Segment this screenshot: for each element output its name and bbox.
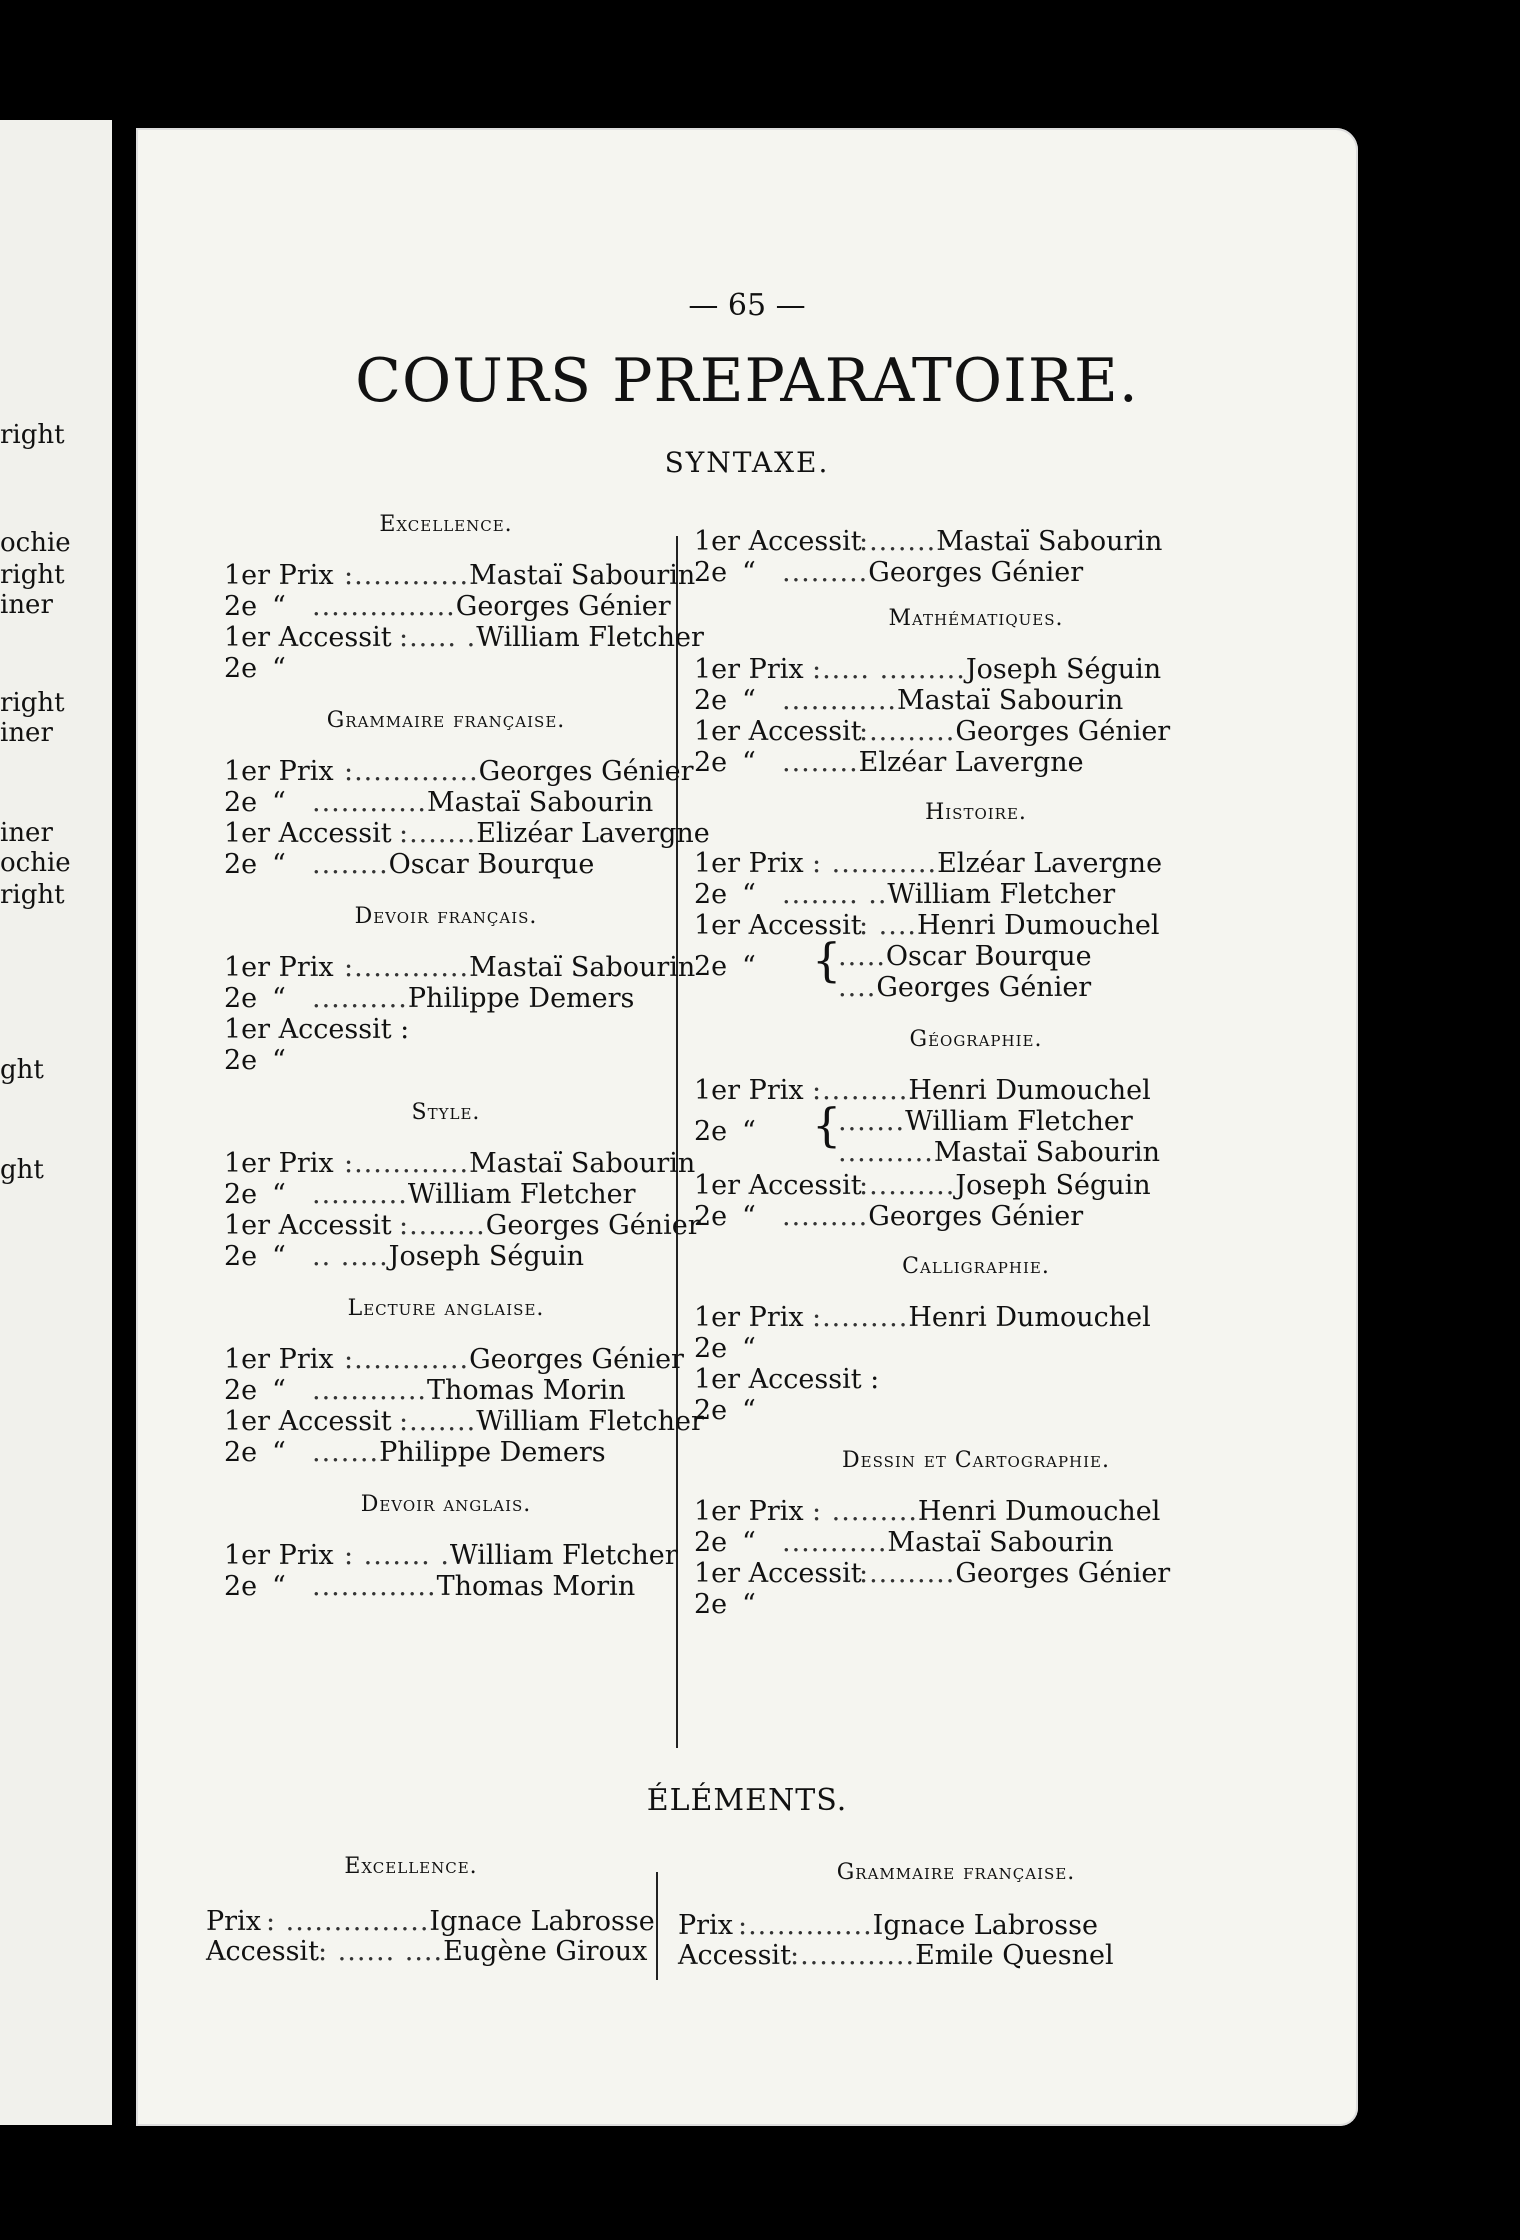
prev-page-fragment: right (0, 560, 65, 590)
recipient-name: Philippe Demers (379, 1437, 606, 1468)
section-heading: Excellence. (379, 512, 513, 537)
tie-recipient (838, 1106, 1133, 1137)
leader-dots: :....... (399, 818, 477, 849)
award-label: Prix (678, 1910, 733, 1941)
recipient-name: Georges Génier (868, 1201, 1084, 1232)
award-label: 1er Prix (694, 1496, 804, 1527)
award-label: 2e (694, 951, 728, 982)
section-heading: Calligraphie. (902, 1254, 1050, 1279)
award-label: 1er Accessit (224, 622, 392, 653)
award-label: 1er Prix (224, 756, 334, 787)
tie-recipient (838, 972, 1091, 1003)
section-subtitle: SYNTAXE. (664, 446, 830, 479)
prev-page-fragment: right (0, 420, 65, 450)
award-label: Accessit (678, 1940, 791, 1971)
recipient-name: Philippe Demers (407, 983, 635, 1014)
recipient-name: William Fletcher (476, 622, 704, 653)
leader-dots: .. ..... (312, 1241, 389, 1272)
page-title: COURS PREPARATOIRE. (355, 346, 1139, 416)
award-entry (224, 1571, 635, 1602)
leader-dots: : ............... (266, 1906, 430, 1937)
award-entry (224, 1437, 606, 1468)
recipient-name: Georges Génier (455, 591, 671, 622)
award-entry (224, 560, 695, 591)
ditto-mark: “ (272, 1375, 286, 1406)
award-entry (694, 1201, 1083, 1232)
leader-dots: :....... (859, 526, 937, 557)
leader-dots: .......... (312, 1179, 408, 1210)
recipient-name: Elzéar Lavergne (937, 848, 1163, 879)
recipient-name: Thomas Morin (436, 1571, 636, 1602)
award-entry (224, 952, 695, 983)
recipient-name: Oscar Bourque (885, 941, 1092, 972)
leader-dots: :......... (859, 1558, 956, 1589)
prev-page-fragment: right (0, 688, 65, 718)
award-entry (694, 1333, 782, 1364)
ditto-mark: “ (272, 787, 286, 818)
award-entry-tie (694, 1116, 782, 1147)
leader-dots: :........ (399, 1210, 486, 1241)
ditto-mark: “ (742, 685, 756, 716)
leader-dots: ............... (312, 591, 456, 622)
award-entry (206, 1906, 655, 1937)
recipient-name: Georges Génier (876, 972, 1092, 1003)
recipient-name: Mastaï Sabourin (469, 1148, 696, 1179)
leader-dots: ........ .. (782, 879, 888, 910)
leader-dots: ......... (782, 1201, 869, 1232)
ditto-mark: “ (742, 951, 756, 982)
ditto-mark: “ (272, 591, 286, 622)
recipient-name: Emile Quesnel (915, 1940, 1114, 1971)
award-entry (694, 685, 1123, 716)
leader-dots: ........ (782, 747, 859, 778)
recipient-name: Henri Dumouchel (917, 910, 1160, 941)
elements-title: ÉLÉMENTS. (646, 1783, 848, 1818)
recipient-name: Eugène Giroux (443, 1936, 648, 1967)
recipient-name: Mastaï Sabourin (427, 787, 654, 818)
recipient-name: Georges Génier (469, 1344, 684, 1375)
section-heading: Grammaire française. (836, 1860, 1076, 1885)
leader-dots: ............ (782, 685, 897, 716)
award-entry (694, 1075, 1151, 1106)
award-entry (694, 557, 1083, 588)
recipient-name: Georges Génier (955, 1558, 1171, 1589)
award-label: 1er Accessit : (694, 1364, 880, 1395)
award-label: 1er Accessit : (224, 1014, 410, 1045)
award-entry (224, 818, 710, 849)
section-heading: Devoir français. (354, 904, 538, 929)
award-label: 2e (694, 1116, 728, 1147)
leader-dots: .......... (838, 1137, 934, 1168)
award-label: 2e (694, 1333, 728, 1364)
prev-page-fragment: iner (0, 718, 53, 748)
award-entry (224, 1241, 584, 1272)
recipient-name: Georges Génier (868, 557, 1084, 588)
award-label: 1er Prix (224, 1344, 334, 1375)
award-entry (224, 787, 653, 818)
award-entry (694, 879, 1115, 910)
award-label: 2e (694, 1589, 728, 1620)
leader-dots: :............ (344, 1344, 470, 1375)
leader-dots: :......... (859, 1170, 956, 1201)
award-entry (224, 1540, 678, 1571)
recipient-name: William Fletcher (905, 1106, 1133, 1137)
award-label: 2e (694, 1527, 728, 1558)
recipient-name: Elizéar Lavergne (476, 818, 710, 849)
award-label: 2e (224, 1571, 258, 1602)
award-label: Accessit (206, 1936, 319, 1967)
ditto-mark: “ (742, 1589, 756, 1620)
recipient-name: William Fletcher (476, 1406, 704, 1437)
ditto-mark: “ (272, 1241, 286, 1272)
award-label: 1er Accessit (694, 716, 862, 747)
award-label: 2e (694, 879, 728, 910)
recipient-name: Georges Génier (478, 756, 694, 787)
award-entry (694, 654, 1161, 685)
ditto-mark: “ (272, 653, 286, 684)
leader-dots: ............ (312, 787, 427, 818)
section-heading: Grammaire française. (326, 708, 566, 733)
award-label: 1er Prix (224, 1540, 334, 1571)
ditto-mark: “ (742, 557, 756, 588)
recipient-name: Mastaï Sabourin (936, 526, 1163, 557)
recipient-name: William Fletcher (449, 1540, 678, 1571)
award-entry (224, 1014, 410, 1045)
leader-dots: ........... (782, 1527, 888, 1558)
leader-dots: :............ (344, 1148, 470, 1179)
award-entry (224, 653, 312, 684)
prev-page-fragment: ght (0, 1055, 44, 1085)
award-label: 1er Prix (694, 848, 804, 879)
ditto-mark: “ (272, 983, 286, 1014)
recipient-name: William Fletcher (407, 1179, 636, 1210)
ditto-mark: “ (742, 879, 756, 910)
award-label: 1er Accessit (224, 1210, 392, 1241)
leader-dots: : ....... . (344, 1540, 450, 1571)
award-entry (224, 1210, 701, 1241)
award-label: 2e (694, 1395, 728, 1426)
prev-page-fragment: iner (0, 818, 53, 848)
ditto-mark: “ (742, 1333, 756, 1364)
leader-dots: ....... (312, 1437, 380, 1468)
section-heading: Devoir anglais. (360, 1492, 532, 1517)
award-label: 2e (224, 591, 258, 622)
leader-dots: .... (838, 972, 877, 1003)
section-heading: Style. (411, 1100, 481, 1125)
award-label: 2e (224, 849, 258, 880)
leader-dots: :......... (859, 716, 956, 747)
award-label: 2e (224, 1241, 258, 1272)
recipient-name: Mastaï Sabourin (933, 1137, 1161, 1168)
award-entry (694, 1496, 1160, 1527)
award-entry (224, 1148, 695, 1179)
brace-mark: { (812, 1098, 842, 1152)
award-entry (694, 716, 1170, 747)
section-heading: Mathématiques. (888, 606, 1064, 631)
section-heading: Géographie. (909, 1027, 1043, 1052)
award-entry (224, 1375, 626, 1406)
award-entry (694, 526, 1162, 557)
award-label: 1er Accessit (224, 818, 392, 849)
ditto-mark: “ (272, 1045, 286, 1076)
prev-page-fragment: ochie (0, 848, 71, 878)
award-entry (224, 1344, 684, 1375)
award-entry (224, 1045, 312, 1076)
award-entry (694, 1302, 1151, 1333)
recipient-name: Henri Dumouchel (917, 1496, 1161, 1527)
leader-dots: :............. (344, 756, 479, 787)
award-entry (694, 1170, 1151, 1201)
award-entry (694, 910, 1159, 941)
recipient-name: Georges Génier (485, 1210, 701, 1241)
award-label: 1er Prix (224, 1148, 334, 1179)
section-heading: Excellence. (344, 1854, 478, 1879)
tie-recipient (838, 1137, 1160, 1168)
brace-mark: { (812, 933, 842, 987)
award-label: 1er Prix (694, 1075, 804, 1106)
award-label: 2e (694, 685, 728, 716)
section-heading: Lecture anglaise. (347, 1296, 545, 1321)
award-entry (224, 622, 704, 653)
prev-page-fragment: ght (0, 1155, 44, 1185)
recipient-name: Joseph Séguin (955, 1170, 1151, 1201)
award-entry (224, 983, 634, 1014)
award-entry (694, 747, 1084, 778)
award-label: 1er Prix (694, 1302, 804, 1333)
recipient-name: William Fletcher (887, 879, 1116, 910)
recipient-name: Elzéar Lavergne (858, 747, 1084, 778)
leader-dots: : .... (859, 910, 918, 941)
award-entry (678, 1910, 1098, 1941)
leader-dots: :......... (812, 1302, 909, 1333)
recipient-name: Joseph Séguin (965, 654, 1162, 685)
award-entry-tie (694, 951, 782, 982)
prev-page-fragment: ochie (0, 528, 71, 558)
award-entry (694, 1558, 1170, 1589)
prev-page-fragment: right (0, 880, 65, 910)
previous-page-edge (0, 120, 112, 2125)
award-label: 2e (224, 653, 258, 684)
award-label: 2e (224, 1375, 258, 1406)
recipient-name: Ignace Labrosse (429, 1906, 655, 1937)
leader-dots: ............ (312, 1375, 427, 1406)
award-label: 1er Accessit (694, 1558, 862, 1589)
document-page (136, 128, 1358, 2126)
ditto-mark: “ (742, 1201, 756, 1232)
recipient-name: Georges Génier (955, 716, 1171, 747)
leader-dots: :......... (812, 1075, 909, 1106)
recipient-name: Mastaï Sabourin (887, 1527, 1114, 1558)
award-entry (224, 1179, 636, 1210)
award-entry (694, 848, 1162, 879)
award-label: 2e (694, 557, 728, 588)
leader-dots: :............ (344, 560, 470, 591)
leader-dots: ....... (838, 1106, 906, 1137)
award-entry (206, 1936, 647, 1967)
ditto-mark: “ (742, 747, 756, 778)
award-entry (694, 1589, 782, 1620)
award-label: 1er Prix (694, 654, 804, 685)
leader-dots: ..... (838, 941, 886, 972)
recipient-name: Henri Dumouchel (908, 1075, 1151, 1106)
leader-dots: :..... . (399, 622, 477, 653)
award-label: 2e (694, 747, 728, 778)
award-label: 1er Prix (224, 560, 334, 591)
award-label: 1er Accessit (694, 526, 862, 557)
ditto-mark: “ (272, 1571, 286, 1602)
award-label: 1er Accessit (224, 1406, 392, 1437)
leader-dots: ............. (312, 1571, 437, 1602)
leader-dots: :............ (344, 952, 470, 983)
ditto-mark: “ (742, 1395, 756, 1426)
leader-dots: :..... ......... (812, 654, 966, 685)
award-entry (224, 849, 594, 880)
leader-dots: : ...... .... (318, 1936, 444, 1967)
leader-dots: .......... (312, 983, 408, 1014)
recipient-name: Mastaï Sabourin (897, 685, 1124, 716)
award-label: 2e (224, 1437, 258, 1468)
leader-dots: ........ (312, 849, 389, 880)
award-label: 2e (224, 1045, 258, 1076)
recipient-name: Oscar Bourque (388, 849, 595, 880)
award-entry (224, 756, 694, 787)
award-label: 1er Accessit (694, 1170, 862, 1201)
award-label: 2e (224, 983, 258, 1014)
ditto-mark: “ (742, 1527, 756, 1558)
tie-recipient (838, 941, 1092, 972)
recipient-name: Mastaï Sabourin (469, 560, 696, 591)
recipient-name: Joseph Séguin (388, 1241, 585, 1272)
column-divider (656, 1872, 658, 1980)
award-label: 2e (224, 1179, 258, 1210)
ditto-mark: “ (272, 849, 286, 880)
leader-dots: :....... (399, 1406, 477, 1437)
leader-dots: :............ (790, 1940, 916, 1971)
recipient-name: Henri Dumouchel (908, 1302, 1151, 1333)
ditto-mark: “ (272, 1179, 286, 1210)
award-label: 2e (224, 787, 258, 818)
award-label: 1er Prix (224, 952, 334, 983)
section-heading: Histoire. (925, 800, 1027, 825)
award-entry (224, 1406, 704, 1437)
award-entry (694, 1395, 782, 1426)
leader-dots: : ........... (812, 848, 938, 879)
award-entry (694, 1364, 880, 1395)
leader-dots: ......... (782, 557, 869, 588)
award-entry (678, 1940, 1114, 1971)
ditto-mark: “ (272, 1437, 286, 1468)
recipient-name: Mastaï Sabourin (469, 952, 696, 983)
leader-dots: :............. (738, 1910, 873, 1941)
award-label: Prix (206, 1906, 261, 1937)
section-heading: Dessin et Cartographie. (841, 1448, 1111, 1473)
recipient-name: Thomas Morin (427, 1375, 626, 1406)
ditto-mark: “ (742, 1116, 756, 1147)
recipient-name: Ignace Labrosse (872, 1910, 1098, 1941)
leader-dots: : ......... (812, 1496, 918, 1527)
award-entry (694, 1527, 1114, 1558)
prev-page-fragment: iner (0, 590, 53, 620)
award-entry (224, 591, 671, 622)
page-number: — 65 — (688, 288, 806, 323)
award-label: 2e (694, 1201, 728, 1232)
award-label: 1er Accessit (694, 910, 862, 941)
